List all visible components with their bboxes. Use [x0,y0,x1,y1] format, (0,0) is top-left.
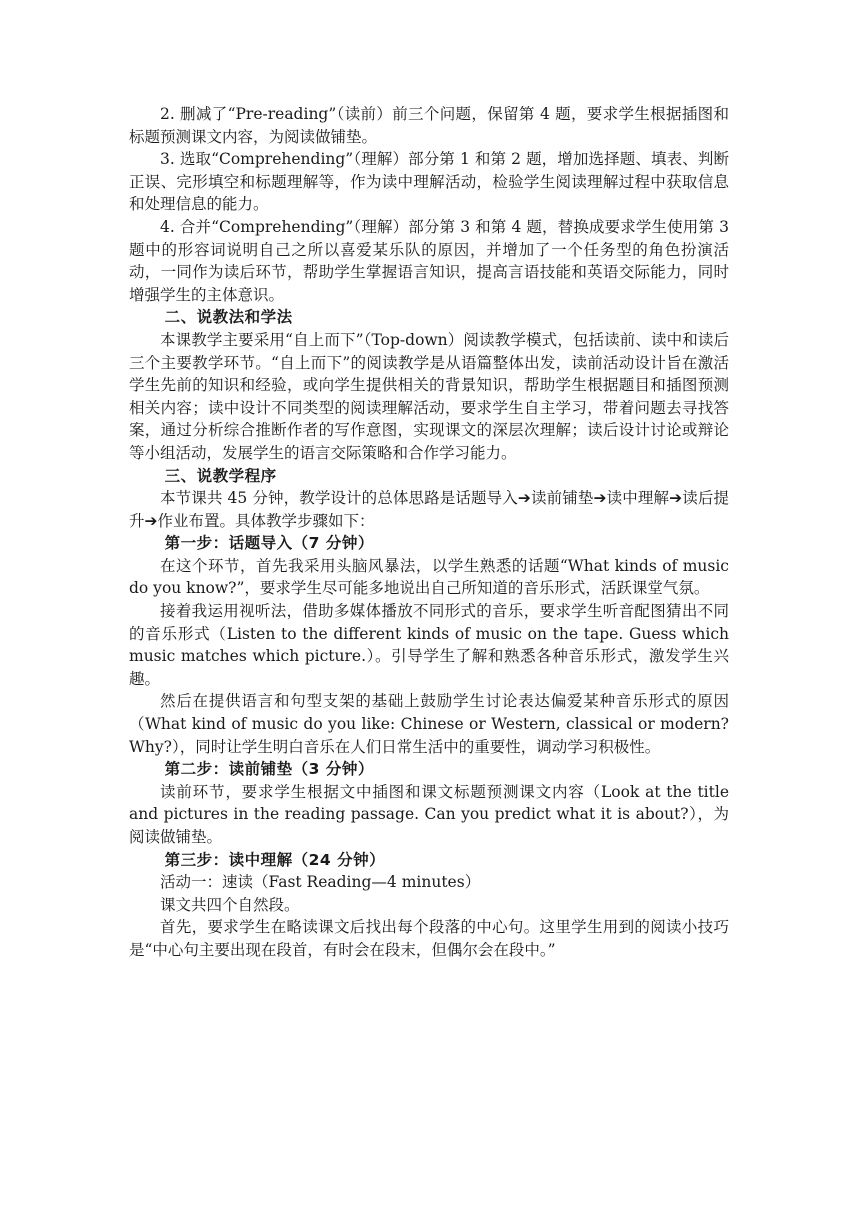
paragraph-item-3: 3. 选取“Comprehending”（理解）部分第 1 和第 2 题，增加选择题、填表、判断正误、完形填空和标题理解等，作为读中理解活动，检验学生阅读理解过程中获取信息和处理信息的能力。 [129,150,729,214]
paragraph-procedure: 本节课共 45 分钟，教学设计的总体思路是话题导入➔读前铺垫➔读中理解➔读后提升➔作业布置。具体教学步骤如下： [129,489,729,530]
paragraph-topic-sentence: 首先，要求学生在略读课文后找出每个段落的中心句。这里学生用到的阅读小技巧是“中心句主要出现在段首，有时会在段末，但偶尔会在段中。” [129,918,729,959]
step-heading-1: 第一步：话题导入（7 分钟） [164,534,374,553]
paragraph-methods: 本课教学主要采用“自上而下”（Top-down）阅读教学模式，包括读前、读中和读后三个主要教学环节。“自上而下”的阅读教学是从语篇整体出发，读前活动设计旨在激活学生先前的知识和经验，或向学生提供相关的背景知识，帮助学生根据题目和插图预测相关内容；读中设计不同类型的阅读理解活动，要求学生自主学习，带着问题去寻找答案，通过分析综合推断作者的写作意图，实现课文的深层次理解；读后设计讨论或辩论等小组活动，发展学生的语言交际策略和合作学习能力。 [129,330,729,462]
step-heading-2: 第二步：读前铺垫（3 分钟） [164,760,374,779]
paragraph-activity-1: 活动一：速读（Fast Reading—4 minutes） [160,873,481,892]
paragraph-step1-c: 然后在提供语言和句型支架的基础上鼓励学生讨论表达偏爱某种音乐形式的原因（What kind of music do you like: Chinese or Western, classical or modern? Why?），同时让学生明白音乐在人们日常生活中的重要性，调动学习积极性。 [129,692,729,756]
step-heading-3: 第三步：读中理解（24 分钟） [164,850,386,869]
paragraph-item-4: 4. 合并“Comprehending”（理解）部分第 3 和第 4 题，替换成要求学生使用第 3 题中的形容词说明自己之所以喜爱某乐队的原因，并增加了一个任务型的角色扮演活动，一同作为读后环节，帮助学生掌握语言知识，提高言语技能和英语交际能力，同时增强学生的主体意识。 [129,217,729,304]
section-heading-methods: 二、说教法和学法 [164,308,293,327]
paragraph-item-2: 2. 删减了“Pre-reading”（读前）前三个问题，保留第 4 题，要求学生根据插图和标题预测课文内容，为阅读做铺垫。 [129,105,729,146]
paragraph-step1-b: 接着我运用视听法，借助多媒体播放不同形式的音乐，要求学生听音配图猜出不同的音乐形式（Listen to the different kinds of music on the tape. Guess which music matches which picture.）。引导学生了解和熟悉各种音乐形式，激发学生兴趣。 [129,602,729,688]
document-page [129,103,729,962]
paragraph-step1-a: 在这个环节，首先我采用头脑风暴法，以学生熟悉的话题“What kinds of music do you know?”，要求学生尽可能多地说出自己所知道的音乐形式，活跃课堂气氛。 [129,556,729,598]
section-heading-procedure: 三、说教学程序 [164,466,277,485]
paragraph-step2: 读前环节，要求学生根据文中插图和课文标题预测课文内容（Look at the title and pictures in the reading passage. Can you predict what it is about?），为阅读做铺垫。 [129,782,729,846]
paragraph-four-paragraphs: 课文共四个自然段。 [160,895,300,914]
